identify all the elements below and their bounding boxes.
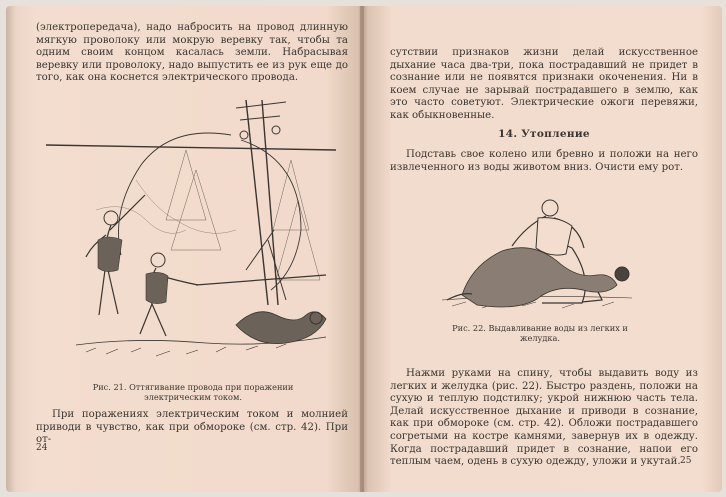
figure-22-caption: Рис. 22. Выдавливание воды из легких и желудка. — [452, 323, 628, 343]
left-page-number: 24 — [36, 443, 48, 453]
left-top-text — [36, 22, 348, 85]
section-heading: 14. Утопление — [498, 128, 590, 140]
right-page — [362, 6, 722, 492]
right-intro-text — [390, 149, 698, 174]
left-page — [6, 6, 362, 492]
right-bottom-text — [390, 368, 698, 469]
right-bottom-paragraph: Нажми руками на спину, чтобы выдавить воду из легких и желудка (рис. 22). Быстро раздень, положи на сухую и теплую подстилку; укрой нижнюю часть тела. Делай искусственное дыхание и приводи в сознание, как при обмороке (см. стр. 42). Обложи пострадавшего согретыми на костре камнями, завернув их в одежду. Когда пострадавший придет в сознание, напои его теплым чаем, одень в сухую одежду, уложи и укутай. — [390, 368, 698, 468]
open-book — [6, 6, 722, 492]
figure-21-illustration — [36, 90, 336, 390]
right-intro-paragraph: Подставь свое колено или бревно и положи на него извлеченного из воды животом вниз. Очисти ему рот. — [390, 149, 698, 173]
right-page-number: 25 — [680, 456, 692, 466]
figure-22-illustration — [442, 190, 642, 320]
right-top-text — [390, 47, 698, 123]
figure-21-caption: Рис. 21. Оттягивание провода при поражении электрическим током. — [92, 382, 294, 402]
left-bottom-paragraph: При поражениях электрическим током и молнией приводи в чувство, как при обмороке (см. стр. 42). При от- — [36, 409, 348, 446]
right-top-paragraph: сутствии признаков жизни делай искусственное дыхание часа два-три, пока пострадавший не придет в сознание или не появятся признаки окоченения. Ни в коем случае не зарывай пострадавшего в землю, как это часто советуют. Электрические ожоги перевяжи, как обыкновенные. — [390, 47, 698, 121]
left-bottom-text — [36, 409, 348, 447]
left-top-paragraph: (электропередача), надо набросить на провод длинную мягкую проволоку или мокрую веревку так, чтобы та одним своим концом касалась земли. Набрасывая веревку или проволоку, надо выпустить ее из рук еще до того, как она коснется электрического провода. — [36, 22, 348, 84]
book-spine — [360, 6, 364, 492]
